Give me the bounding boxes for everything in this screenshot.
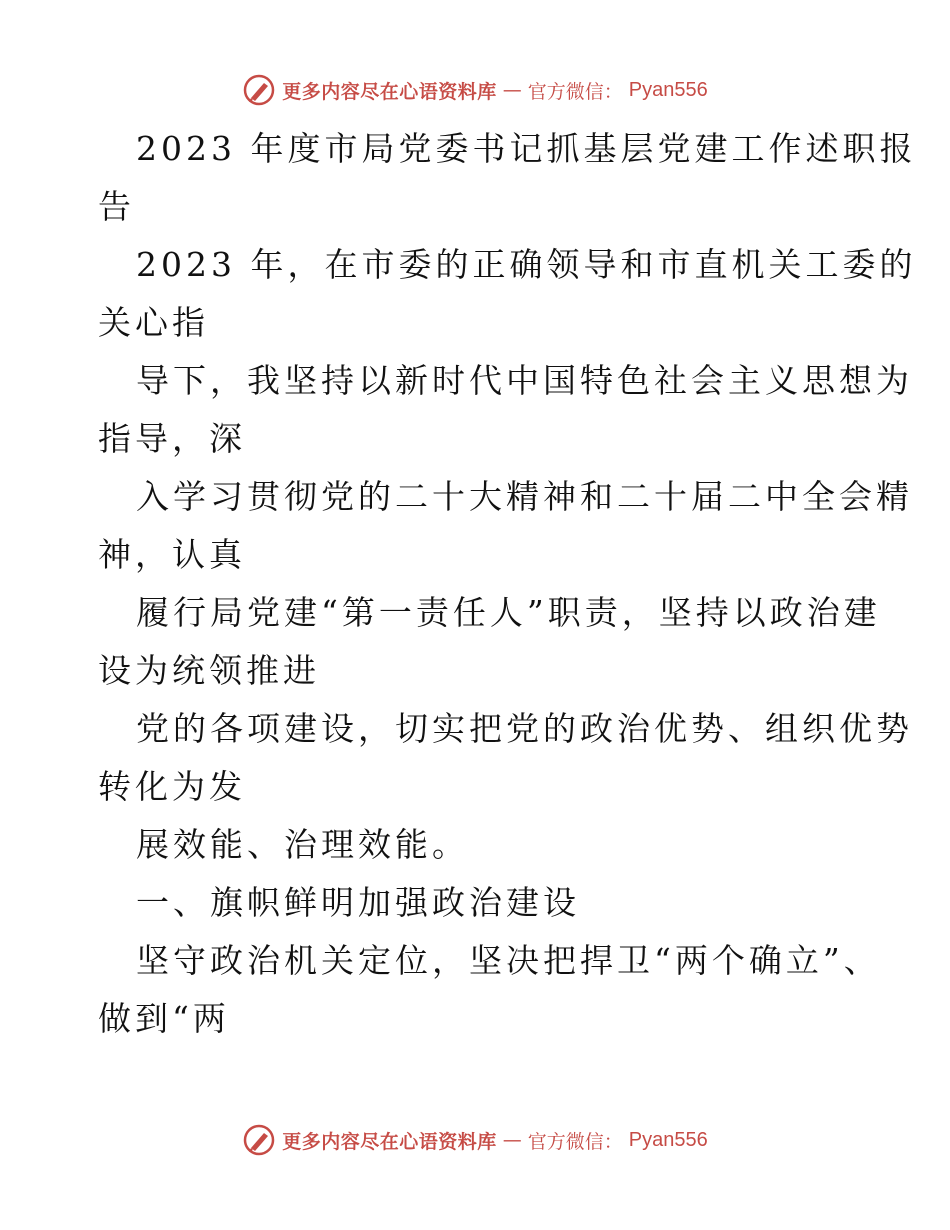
paragraph-line: 党的各项建设，切实把党的政治优势、组织优势 xyxy=(136,709,913,748)
watermark-contact-id: Pyan556 xyxy=(628,78,708,101)
watermark-separator: — xyxy=(502,79,522,101)
watermark-text: 更多内容尽在心语资料库 xyxy=(282,1130,497,1153)
paragraph-line: 神，认真 xyxy=(98,535,246,574)
watermark-contact-label: 官方微信： xyxy=(527,1130,623,1153)
paragraph-line: 2023 年，在市委的正确领导和市直机关工委的 xyxy=(136,245,917,284)
paragraph-line: 关心指 xyxy=(98,303,209,342)
document-title-line: 2023 年度市局党委书记抓基层党建工作述职报 xyxy=(136,129,917,168)
document-title-line: 告 xyxy=(98,187,135,226)
paragraph-line: 坚守政治机关定位，坚决把捍卫“两个确立”、 xyxy=(136,941,881,980)
paragraph-line: 指导，深 xyxy=(98,419,246,458)
section-heading: 一、旗帜鲜明加强政治建设 xyxy=(136,883,580,922)
watermark-contact-label: 官方微信： xyxy=(527,80,623,103)
paragraph-line: 转化为发 xyxy=(98,767,246,806)
watermark-separator: — xyxy=(502,1129,522,1151)
paragraph-line: 做到“两 xyxy=(98,999,230,1038)
document-body xyxy=(98,120,917,1048)
pen-logo-icon xyxy=(242,1123,276,1157)
footer-watermark xyxy=(0,1120,950,1160)
paragraph-line: 设为统领推进 xyxy=(98,651,320,690)
watermark-text: 更多内容尽在心语资料库 xyxy=(282,80,497,103)
watermark-contact-id: Pyan556 xyxy=(628,1128,708,1151)
paragraph-line: 导下，我坚持以新时代中国特色社会主义思想为 xyxy=(136,361,913,400)
paragraph-line: 履行局党建“第一责任人”职责，坚持以政治建 xyxy=(136,593,881,632)
pen-logo-icon xyxy=(242,73,276,107)
paragraph-line: 展效能、治理效能。 xyxy=(136,825,469,864)
header-watermark xyxy=(0,70,950,110)
paragraph-line: 入学习贯彻党的二十大精神和二十届二中全会精 xyxy=(136,477,913,516)
